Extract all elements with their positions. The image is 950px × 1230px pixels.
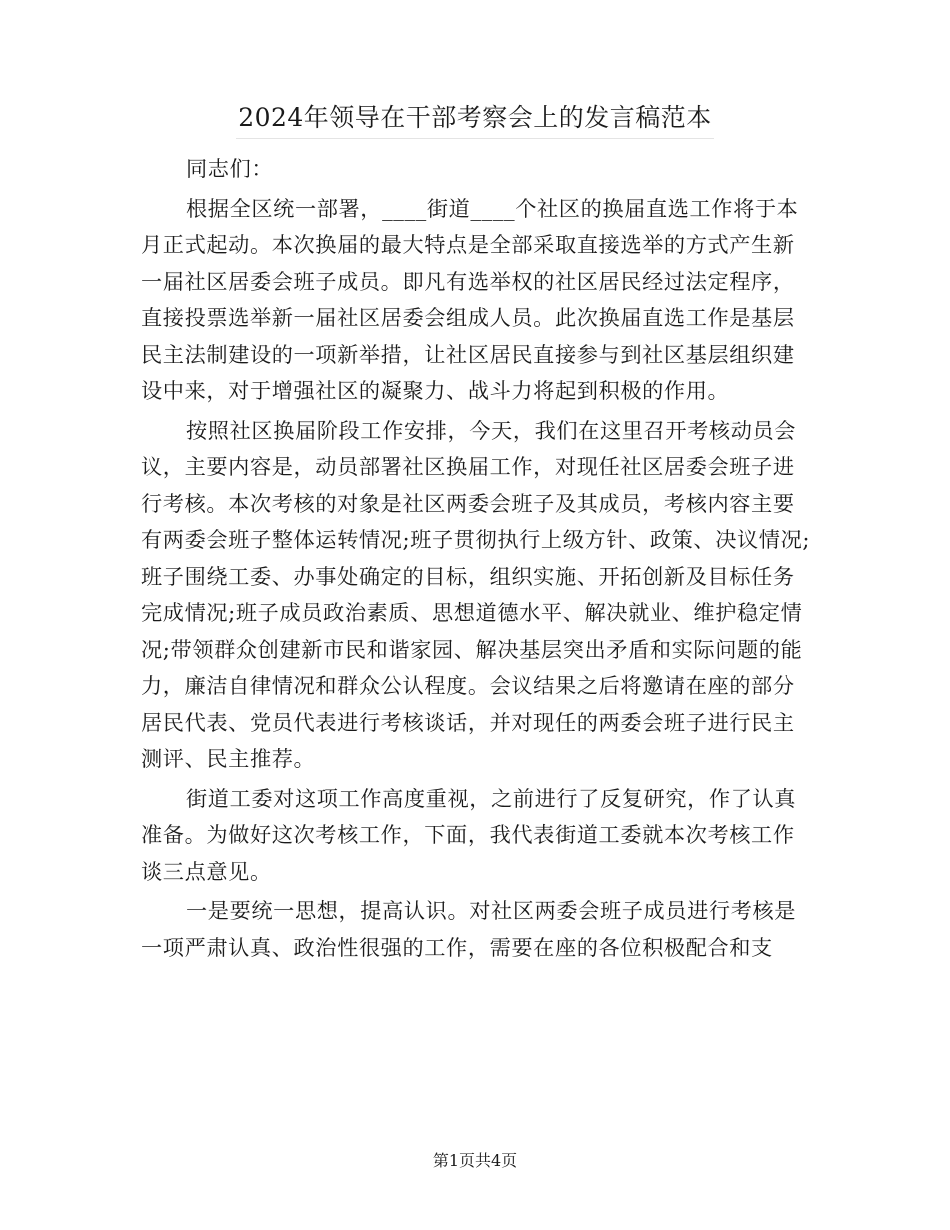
greeting: 同志们：: [186, 156, 274, 181]
text-line: 按照社区换届阶段工作安排，今天，我们在这里召开考核动员会: [186, 417, 797, 443]
text-line: 根据全区统一部署，____街道____个社区的换届直选工作将于本: [186, 195, 799, 221]
text-line: 力，廉洁自律情况和群众公认程度。会议结果之后将邀请在座的部分: [141, 673, 795, 698]
text-line: 准备。为做好这次考核工作，下面，我代表街道工委就本次考核工作: [141, 822, 795, 847]
text-line: 班子围绕工委、办事处确定的目标，组织实施、开拓创新及目标任务: [141, 563, 795, 589]
text-line: 直接投票选举新一届社区居委会组成人员。此次换届直选工作是基层: [141, 305, 795, 330]
text-line: 一是要统一思想，提高认识。对社区两委会班子成员进行考核是: [186, 898, 797, 923]
text-line: 完成情况;班子成员政治素质、思想道德水平、解决就业、维护稳定情: [141, 600, 803, 625]
document-title: [0, 98, 950, 139]
text-line: 行考核。本次考核的对象是社区两委会班子及其成员，考核内容主要: [141, 490, 795, 516]
document-title-text: 2024年领导在干部考察会上的发言稿范本: [236, 98, 714, 139]
paragraph-4: [141, 893, 831, 966]
text-line: 谈三点意见。: [141, 858, 272, 884]
text-line: 有两委会班子整体运转情况;班子贯彻执行上级方针、政策、决议情况;: [141, 527, 811, 552]
text-line: 议，主要内容是，动员部署社区换届工作，对现任社区居委会班子进: [141, 454, 795, 479]
text-line: 一项严肃认真、政治性很强的工作，需要在座的各位积极配合和支: [141, 934, 773, 960]
text-line: 测评、民主推荐。: [141, 746, 316, 771]
text-line: 况;带领群众创建新市民和谐家园、解决基层突出矛盾和实际问题的能: [141, 636, 803, 662]
paragraph-1: [141, 191, 831, 410]
paragraph-2: [141, 413, 831, 778]
text-line: 月正式起动。本次换届的最大特点是全部采取直接选举的方式产生新: [141, 232, 795, 257]
text-line: 设中来，对于增强社区的凝聚力、战斗力将起到积极的作用。: [141, 378, 730, 403]
text-line: 街道工委对这项工作高度重视，之前进行了反复研究，作了认真: [186, 785, 797, 811]
text-line: 居民代表、党员代表进行考核谈话，并对现任的两委会班子进行民主: [141, 709, 795, 735]
document-body: [141, 151, 831, 966]
paragraph-3: [141, 781, 831, 891]
page-number-footer: 第1页共4页: [432, 1151, 518, 1170]
text-line: 一届社区居委会班子成员。即凡有选举权的社区居民经过法定程序，: [141, 268, 795, 294]
text-line: 民主法制建设的一项新举措，让社区居民直接参与到社区基层组织建: [141, 341, 795, 367]
